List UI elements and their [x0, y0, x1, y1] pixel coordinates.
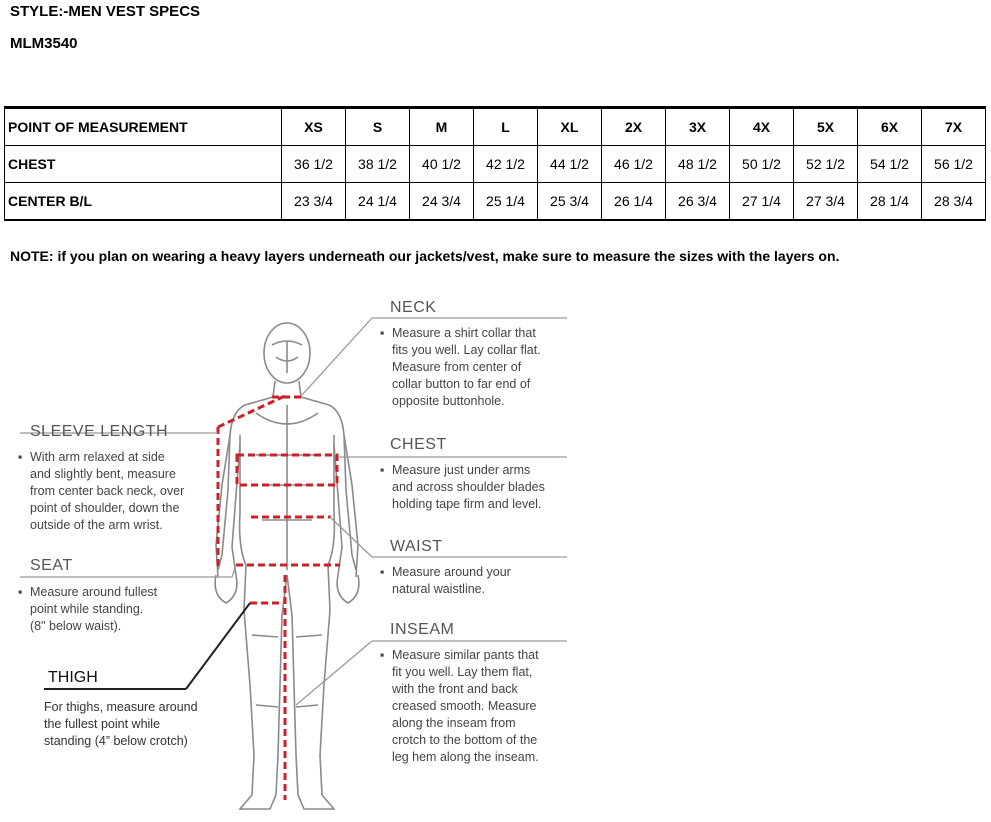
- column-header: M: [410, 108, 474, 146]
- seat-bullet-icon: ▪: [18, 585, 23, 599]
- sleeve-text-line: point of shoulder, down the: [30, 501, 180, 515]
- row-label: CENTER B/L: [5, 183, 282, 221]
- sleeve-text-line: and slightly bent, measure: [30, 467, 176, 481]
- thigh-title: THIGH: [48, 669, 98, 686]
- chest-title: CHEST: [390, 436, 447, 453]
- table-cell: 48 1/2: [666, 146, 730, 183]
- neck-text-line: Measure a shirt collar that: [392, 326, 536, 340]
- table-cell: 27 3/4: [794, 183, 858, 221]
- waist-title: WAIST: [390, 538, 443, 555]
- spec-title: STYLE:-MEN VEST SPECS: [10, 3, 201, 20]
- waist-text-line: Measure around your: [392, 565, 511, 579]
- column-header: 5X: [794, 108, 858, 146]
- neck-bullet-icon: ▪: [380, 326, 385, 340]
- table-row: [5, 183, 986, 221]
- thigh-text-line: For thighs, measure around: [44, 700, 198, 714]
- table-cell: 38 1/2: [346, 146, 410, 183]
- column-header: 6X: [858, 108, 922, 146]
- thigh-text-line: the fullest point while: [44, 717, 161, 731]
- neck-text-line: fits you well. Lay collar flat.: [392, 343, 541, 357]
- neck-text-line: collar button to far end of: [392, 377, 531, 391]
- seat-text-line: Measure around fullest: [30, 585, 158, 599]
- column-header: 2X: [602, 108, 666, 146]
- table-cell: 50 1/2: [730, 146, 794, 183]
- waist-text-line: natural waistline.: [392, 582, 486, 596]
- column-header: S: [346, 108, 410, 146]
- table-row: [5, 146, 986, 183]
- table-cell: 54 1/2: [858, 146, 922, 183]
- table-cell: 44 1/2: [538, 146, 602, 183]
- seat-text-line: (8" below waist).: [30, 619, 122, 633]
- inseam-bullet-icon: ▪: [380, 648, 385, 662]
- table-cell: 56 1/2: [922, 146, 986, 183]
- sleeve-text-line: outside of the arm wrist.: [30, 518, 163, 532]
- neck-text-line: opposite buttonhole.: [392, 394, 505, 408]
- column-header: 7X: [922, 108, 986, 146]
- table-cell: 42 1/2: [474, 146, 538, 183]
- table-header-row: [5, 108, 986, 146]
- table-cell: 23 3/4: [282, 183, 346, 221]
- table-cell: 24 1/4: [346, 183, 410, 221]
- chest-bullet-icon: ▪: [380, 463, 385, 477]
- table-cell: 28 3/4: [922, 183, 986, 221]
- table-cell: 26 3/4: [666, 183, 730, 221]
- inseam-text-line: creased smooth. Measure: [392, 699, 537, 713]
- inseam-text-line: crotch to the bottom of the: [392, 733, 538, 747]
- neck-title: NECK: [390, 299, 437, 316]
- chest-text-line: holding tape firm and level.: [392, 497, 542, 511]
- table-cell: 52 1/2: [794, 146, 858, 183]
- table-cell: 25 3/4: [538, 183, 602, 221]
- sleeve-length-title: SLEEVE LENGTH: [30, 423, 169, 440]
- column-header: L: [474, 108, 538, 146]
- table-cell: 27 1/4: [730, 183, 794, 221]
- table-cell: 40 1/2: [410, 146, 474, 183]
- column-header: 4X: [730, 108, 794, 146]
- inseam-text-line: fit you well. Lay them flat,: [392, 665, 533, 679]
- sleeve-text-line: With arm relaxed at side: [30, 450, 165, 464]
- thigh-text-line: standing (4” below crotch): [44, 734, 188, 748]
- column-header: XL: [538, 108, 602, 146]
- sleeve-bullet-icon: ▪: [18, 450, 23, 464]
- row-label: CHEST: [5, 146, 282, 183]
- table-cell: 28 1/4: [858, 183, 922, 221]
- column-header: POINT OF MEASUREMENT: [5, 108, 282, 146]
- table-cell: 36 1/2: [282, 146, 346, 183]
- table-cell: 24 3/4: [410, 183, 474, 221]
- inseam-text-line: along the inseam from: [392, 716, 516, 730]
- table-cell: 26 1/4: [602, 183, 666, 221]
- seat-text-line: point while standing.: [30, 602, 144, 616]
- sleeve-text-line: from center back neck, over: [30, 484, 185, 498]
- table-cell: 25 1/4: [474, 183, 538, 221]
- table-cell: 46 1/2: [602, 146, 666, 183]
- inseam-text-line: Measure similar pants that: [392, 648, 539, 662]
- model-number: MLM3540: [10, 35, 78, 52]
- size-spec-table: [4, 106, 986, 221]
- waist-bullet-icon: ▪: [380, 565, 385, 579]
- chest-text-line: Measure just under arms: [392, 463, 531, 477]
- inseam-title: INSEAM: [390, 621, 455, 638]
- layering-note: NOTE: if you plan on wearing a heavy layers underneath our jackets/vest, make sure to measure the sizes with the layers on.: [10, 248, 840, 264]
- neck-text-line: Measure from center of: [392, 360, 522, 374]
- measurement-guide-figure: [0, 285, 991, 820]
- column-header: XS: [282, 108, 346, 146]
- chest-text-line: and across shoulder blades: [392, 480, 545, 494]
- inseam-text-line: with the front and back: [392, 682, 518, 696]
- column-header: 3X: [666, 108, 730, 146]
- inseam-text-line: leg hem along the inseam.: [392, 750, 539, 764]
- seat-title: SEAT: [30, 557, 73, 574]
